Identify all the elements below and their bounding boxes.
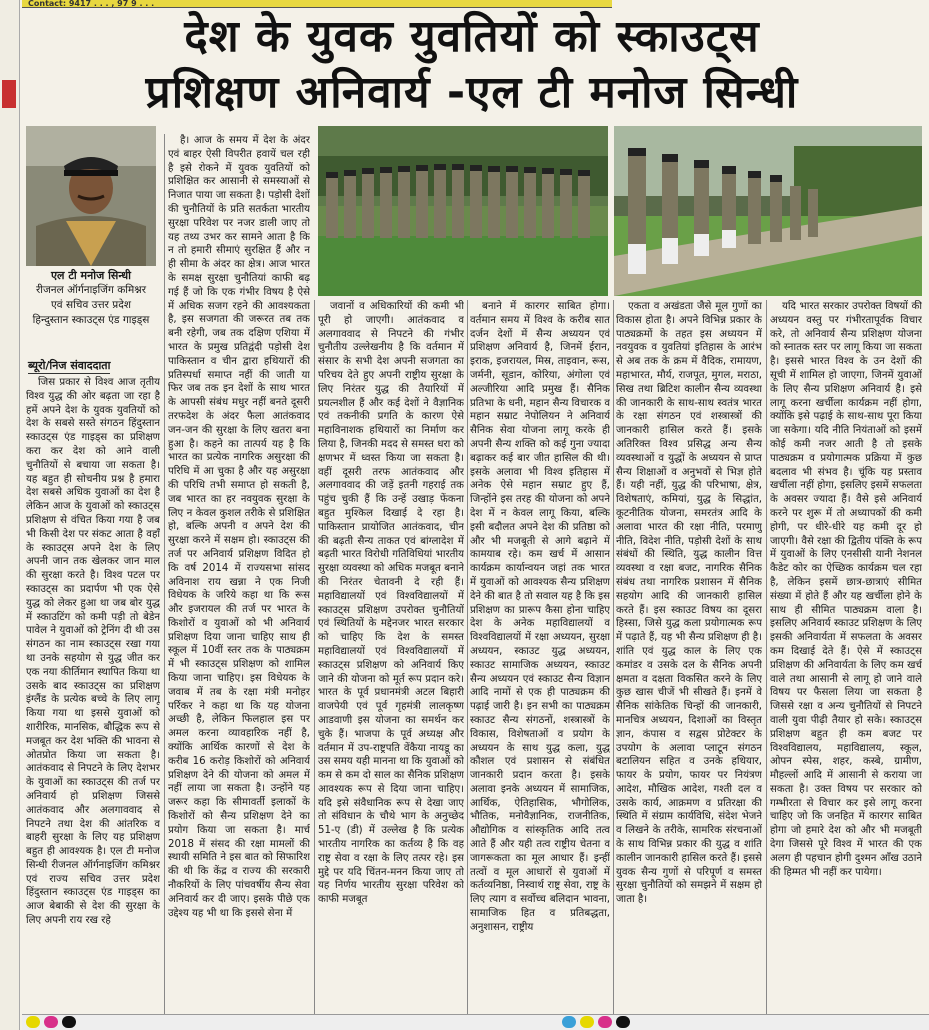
article-column-3 bbox=[318, 300, 464, 1012]
red-marker bbox=[2, 80, 16, 108]
article-column-1 bbox=[26, 376, 160, 1012]
column-2-text: है। आज के समय में देश के अंदर एवं बाहर ऐसी विपरीत हवायें चल रही है इसे रोकने में युवक युवतियों को प्रशिक्षित कर आसानी से समस्याओं से निजात पाया जा सकता है। पड़ोसी देशों की चुनौतियों के प्रति सतर्कता भारतीय सुरक्षा परिवेश पर नजर डाली जाए तो यह तथ्य उभर कर सामने आता है कि न तो हमारी सीमाएं सुरक्षित हैं और न ही सीमा के अंदर का क्षेत्र। आज भारत के समक्ष सुरक्षा चुनौतियां काफी बढ़ गई हैं जो कि एक गंभीर विषय है ऐसे में अधिक सजग रहने की आवश्यकता है, इस सजगता की जरूरत तब तक बनी रहेगी, जब तक दक्षिण एशिया में भारत के प्रमुख प्रतिद्वंदी पड़ोसी देश पाकिस्तान व चीन द्वारा हथियारों की प्रतिस्पर्धा समाप्त नहीं की जाती या फिर जब तक इन देशों के साथ भारत के आपसी संबंध मधुर नहीं बनते दूसरी तरफदेश के अंदर फैला आतंकवाद जन-जन की सुरक्षा के लिए खतरा बना हुआ है। कहने का तात्पर्य यह है कि भारत का प्रत्येक नागरिक असुरक्षा की परिधि में आ चुका है और यह असुरक्षा की परिधि तभी समाप्त हो सकती है, जब भारत का हर नवयुवक सुरक्षा के लिए न केवल कुशल तरीके से प्रशिक्षित हो, बल्कि अपनी व अपने देश की सुरक्षा करने में सक्षम हो। स्काउट्स की तर्ज पर अनिवार्य प्रशिक्षण विदित हो कि वर्ष 2014 में राज्यसभा सांसद अविनाश राय खन्ना ने एक निजी विधेयक के जरिये कहा था कि रूस और इजरायल की तर्ज पर भारत के किशोरों व युवाओं को भी अनिवार्य प्रशिक्षण दिया जाना चाहिए साथ ही स्कूल में 10वीं स्तर तक के पाठ्यक्रम में भी स्काउट्स प्रशिक्षण को शामिल किया जाना चाहिए। इस विधेयक के जवाब में तब के रक्षा मंत्री मनोहर पर्रिकर ने कहा था कि यह योजना अच्छी है, लेकिन फिलहाल इस पर अमल करना व्यावहारिक नहीं है, क्योंकि आर्थिक कारणों से देश के करीब 16 करोड़ किशोरों को अनिवार्य प्रशिक्षण देने की योजना को अमल में नहीं लाया जा सकता है। उन्होंने यह जरूर कहा कि सीमावर्ती इलाकों के किशोरों को सैन्य प्रशिक्षण देने का प्रयोग किया जा सकता है। मार्च 2018 में संसद की रक्षा मामलों की स्थायी समिति ने इस बात को सिफारिश की थी कि केंद्र व राज्य की सरकारी नौकरियों के लिए पांचवर्षीय सैन्य सेवा अनिवार्य कर दी जाए। इसके पीछे एक उद्देश्य यह भी था कि इससे सेना में bbox=[168, 135, 310, 919]
column-rule bbox=[613, 300, 614, 1014]
column-1-text: जिस प्रकार से विश्व आज तृतीय विश्व युद्ध की ओर बढ़ता जा रहा है हमें अपने देश के युवक युवतियों को देश के सबसे सस्ते संगठन हिंदुस्तान स्काउट्स एंड गाइड्स का प्रशिक्षण करा कर देश को आने वाली चुनौतियों से बचाया जा सकता है। यह बहुत ही सोचनीय प्रश्न है हमारा देश सबसे अधिक युवाओं का देश है लेकिन आज के युवाओं को स्काउट्स प्रशिक्षण से वंचित किया गया है जब भी किसी देश पर संकट आता है वहाँ के स्काउट्स अपने देश के लिए अपनी जान तक खेलकर जान माल की सुरक्षा करते है। विश्व पटल पर स्काउट्स का प्रदार्पण भी एक ऐसे युद्ध को लेकर हुआ था जब बोर युद्ध में स्काउटिंग को कमी पड़ी तो बेडेन पावेल ने युवाओं को ट्रेनिंग दी थी उस संगठन का नाम स्काउट्स रखा गया था उनके सहयोग से युद्ध जीत कर एक नया कीर्तिमान स्थापित किया था उसके बाद स्काउट्स का प्रशिक्षण इंग्लैंड के प्रत्येक बच्चे के लिए लागू किया गया था इससे युवाओं को शारीरिक, मानसिक, बौद्धिक रूप से मजबूत कर देश भक्ति की भावना से ओतप्रोत किया जा सकता है। आतंकवाद से निपटने के लिए देशभर के युवाओं का स्काउट्स की तर्ज पर अनिवार्य हो प्रशिक्षण जिससे आतंकवाद और अलगाववाद से निपटने तथा देश की आंतरिक व बाहरी सुरक्षा के लिए यह प्रशिक्षण बहुत ही आवश्यक है। एल टी मनोज सिन्धी रीजनल ऑर्गनाइजिंग कमिश्नर एवं राज्य सचिव उत्तर प्रदेश हिंदुस्तान स्काउट्स एंड गाइड्स का आज बेबाकी से देश की सुरक्षा के लिए अपनी राय रख रहे bbox=[26, 377, 160, 927]
top-contact-band bbox=[22, 0, 612, 8]
column-rule bbox=[314, 300, 315, 1014]
column-6-text: यदि भारत सरकार उपरोक्त विषयों की अध्ययन वस्तु पर गंभीरतापूर्वक विचार करे, तो अनिवार्य सैन्य प्रशिक्षण योजना को स्नातक स्तर पर लागू किया जा सकता है। इससे भारत विश्व के उन देशों की सूची में शामिल हो जाएगा, जिनमें युवाओं के लिए सैन्य प्रशिक्षण अनिवार्य है। इसे लागू करना खर्चीला कार्यक्रम नहीं होगा, क्योंकि इसे पढ़ाई के साथ-साथ पूरा किया जा सकेगा। यदि नीति नियंताओं को इसमें कोई कमी नजर आती है तो इसके पाठ्यक्रम व प्रयोगात्मक प्रक्रिया में कुछ बदलाव भी संभव है। चूंकि यह प्रस्ताव खर्चीला नहीं होगा, इसलिए इसमें सफलता के अवसर ज्यादा हैं। वैसे इसे अनिवार्य करने पर शुरू में तो अध्यापकों की कमी होगी, पर धीरे-धीरे यह कमी दूर हो जाएगी। वैसे रक्षा की द्वितीय पंक्ति के रूप में युवाओं के लिए एनसीसी यानी नेशनल कैडेट कोर का ऐच्छिक कार्यक्रम चल रहा है, लेकिन इसमें छात्र-छात्राएं सीमित संख्या में होते हैं और यह खर्चीला होने के साथ ही सीमित पाठ्यक्रम वाला है। इसलिए अनिवार्य स्काउट प्रशिक्षण के लिए इसकी अनिवार्यता में सफलता के अवसर कम दिखाई देते हैं। ऐसे में स्काउट्स प्रशिक्षण की अनिवार्यता के लिए कम खर्च वाले तथा आसानी से लागू हो जाने वाले विषय पर फैसला लिया जा सकता है जिससे रक्षा व अन्य चुनौतियों से निपटने वाली युवा पीढ़ी तैयार हो सके। स्काउट्स प्रशिक्षण बहुत ही कम बजट पर विश्वविद्यालय, महाविद्यालय, स्कूल, ओपन स्पेस, शहर, कस्बे, ग्रामीण, मौहल्लों आदि में आसानी से कराया जा सकता है। उक्त विषय पर सरकार को गम्भीरता से विचार कर इसे लागू करना चाहिए जो कि जनहित में कारगर साबित होगा जो हमारे देश को और भी मजबूती देगा जिससे पूरे विश्व में भारत की एक अलग ही पहचान होगी दुश्मन आँख उठाने की हिम्मत भी नहीं कर पायेगा। bbox=[770, 301, 922, 878]
column-rule bbox=[467, 300, 468, 1014]
article-column-4 bbox=[470, 300, 610, 1012]
column-rule bbox=[766, 300, 767, 1014]
column-5-text: एकता व अखंडता जैसे मूल गुणों का विकास होता है। अपने विभिन्न प्रकार के पाठ्यक्रमों के तहत इस अध्ययन में नवयुवक व युवतियां इतिहास के आरंभ से अब तक के क्रम में वैदिक, रामायण, महाभारत, मौर्य, राजपूत, मुगल, मराठा, सिख तथा ब्रिटिश कालीन सैन्य व्यवस्था की जानकारी के साथ-साथ स्वतंत्र भारत के रक्षा संगठन एवं शस्त्रास्त्रों की जानकारी हासिल करते हैं। इसके अतिरिक्त विश्व प्रसिद्ध अन्य सैन्य व्यवस्थाओं व युद्धों के अध्ययन से प्राप्त सैन्य शिक्षाओं व अनुभवों से भिज्ञ होते हैं। यही नहीं, युद्ध की परिभाषा, क्षेत्र, विशेषताएं, कमियां, युद्ध के सिद्धांत, कूटनीतिक योजना, समरतंत्र आदि के अलावा भारत की रक्षा नीति, परमाणु नीति, विदेश नीति, पड़ोसी देशों के साथ संबंधों की स्थिति, युद्ध कालीन वित्त व्यवस्था व रक्षा बजट, नागरिक सैनिक संबंध तथा नागरिक प्रशासन में सैनिक सहयोग आदि की जानकारी हासिल करते हैं। इस स्काउट विषय का दूसरा हिस्सा, जिसे युद्ध कला प्रयोगात्मक रूप में पढ़ाते हैं, यह भी सैन्य प्रशिक्षण ही है। शांति एवं युद्ध काल के लिए एक कमांडर व उसके दल के सैनिक अपनी क्षमता व दक्षता विकसित करने के लिए कुछ खास चीजें भी सीखते हैं। इनमें वे सैनिक सांकेतिक चिन्हों की जानकारी, मानचित्र अध्ययन, दिशाओं का विस्तृत ज्ञान, कंपास व सद्वस प्रोटेक्टर के उपयोग के अलावा प्लाटून संगठन बटालियन सहित व उनके हथियार, फायर के प्रयोग, फायर पर नियंत्रण आदेश, मौखिक आदेश, गश्ती दल व उसके कार्य, आक्रमण व प्रतिरक्षा की स्थिति में संग्राम कार्यविधि, संदेश भेजने व लिखने के तरीके, सामरिक संरचनाओं के साथ विभिन्न प्रकार की युद्ध व शांति कालीन जानकारी हासिल करते हैं। इससे युवक सैन्य गुणों से परिपूर्ण व समस्त सुरक्षा चुनौतियों को समझने में सक्षम हो जाता है। bbox=[616, 301, 762, 906]
caption-role-2: एवं सचिव उत्तर प्रदेश bbox=[51, 299, 131, 311]
portrait-caption bbox=[26, 268, 156, 328]
scouts-marching-photo bbox=[614, 126, 922, 296]
article-column-5 bbox=[616, 300, 762, 1012]
headline-line-2: प्रशिक्षण अनिवार्य -एल टी मनोज सिन्धी bbox=[145, 67, 799, 118]
registration-dot-magenta bbox=[598, 1016, 612, 1028]
column-3-text: जवानों व अधिकारियों की कमी भी पूरी हो जाएगी। आतंकवाद व अलगाववाद से निपटने की गंभीर चुनौतीय उल्लेखनीय है कि वर्तमान में संसार के सभी देश अपनी सजगता का परिचय देते हुए अपनी राष्ट्रीय सुरक्षा के लिए निरंतर युद्ध की तैयारियों में प्रयत्नशील हैं और कई देशों ने वैज्ञानिक एवं तकनीकी प्रगति के कारण ऐसे महाविनाशक हथियारों का निर्माण कर लिया है, जिनकी मदद से समस्त धरा को क्षणभर में ध्वस्त किया जा सकता है। वहीं दूसरी तरफ आतंकवाद और अलगाववाद की जड़ें इतनी गहराई तक पहुंच चुकी हैं कि उन्हें उखाड़ फेंकना बहुत मुश्किल दिखाई दे रहा है। पाकिस्तान प्रायोजित आतंकवाद, चीन की बढ़ती सैन्य ताकत एवं बांग्लादेश में बढ़ती भारत विरोधी गतिविधियां भारतीय सुरक्षा व्यवस्था को अधिक मजबूत बनाने की निरंतर चेतावनी दे रही हैं। महाविद्यालयों एवं विश्वविद्यालयों में स्काउट्स प्रशिक्षण उपरोक्त चुनौतियों एवं स्थितियों के मद्देनजर भारत सरकार को चाहिए कि देश के समस्त महाविद्यालयों एवं विश्वविद्यालयों में स्काउट्स प्रशिक्षण को अनिवार्य किए जाने की योजना को मूर्त रूप प्रदान करे। भारत के पूर्व प्रधानमंत्री अटल बिहारी वाजपेयी एवं पूर्व गृहमंत्री लालकृष्ण आडवाणी इस योजना का समर्थन कर चुके हैं। भाजपा के पूर्व अध्यक्ष और वर्तमान में उप-राष्ट्रपति वेंकैया नायडू का उस समय यही मानना था कि युवाओं को कम से कम दो साल का सैनिक प्रशिक्षण आवश्यक रूप से दिया जाना चाहिए। यदि इसे संवैधानिक रूप से देखा जाए तो संविधान के चौथे भाग के अनुच्छेद 51-ए (डी) में उल्लेख है कि प्रत्येक भारतीय नागरिक का कर्तव्य है कि वह राष्ट्र सेवा व रक्षा के लिए तत्पर रहे। इस मुद्दे पर यदि चिंतन-मनन किया जाए तो यह निर्णय भारतीय सुरक्षा परिवेश को काफी मजबूत bbox=[318, 301, 464, 906]
column-rule bbox=[164, 134, 165, 1014]
registration-dot-cyan bbox=[562, 1016, 576, 1028]
headline bbox=[22, 10, 922, 122]
registration-dot-black bbox=[616, 1016, 630, 1028]
article-column-2 bbox=[168, 134, 310, 1012]
caption-name: एल टी मनोज सिन्धी bbox=[50, 269, 132, 282]
scouts-lineup-photo bbox=[318, 126, 608, 296]
adjacent-page-strip bbox=[0, 0, 20, 1030]
portrait-photo bbox=[26, 126, 156, 266]
registration-dot-yellow bbox=[26, 1016, 40, 1028]
registration-dot-magenta bbox=[44, 1016, 58, 1028]
registration-dot-black bbox=[62, 1016, 76, 1028]
column-4-text: बनाने में कारगर साबित होगा। वर्तमान समय में विश्व के करीब सात दर्जन देशों में सैन्य अध्ययन एवं प्रशिक्षण अनिवार्य है, जिनमें ईरान, इराक, इजरायल, मिस्र, ताइवान, रूस, जर्मनी, सूडान, कोरिया, अंगोला एवं अल्जीरिया आदि प्रमुख हैं। सैनिक प्रतिभा के धनी, महान सैन्य विचारक व महान सम्राट नेपोलियन ने अनिवार्य सैनिक सेवा योजना लागू करके ही अपनी सैन्य शक्ति को कई गुना ज्यादा बढ़ाकर कई बार जीत हासिल की थी। इसके अलावा भी विश्व इतिहास में अनेक ऐसे महान सम्राट हुए हैं, जिन्होंने इस तरह की योजना को अपने देश में न केवल लागू किया, बल्कि इसी बदौलत अपने देश की प्रतिष्ठा को और भी मजबूती से आगे बढ़ाने में कामयाब रहे। कम खर्च में आसान कार्यक्रम कार्यान्वयन जहां तक भारत में युवाओं को आवश्यक सैन्य प्रशिक्षण देने की बात है तो सवाल यह है कि इस प्रशिक्षण का प्रारूप कैसा होना चाहिए देश के अनेक महाविद्यालयों व विश्वविद्यालयों में रक्षा अध्ययन, सुरक्षा अध्ययन, स्काउट युद्ध अध्ययन, स्काउट सामाजिक अध्ययन, स्काउट सैन्य अध्ययन एवं स्काउट सैन्य विज्ञान आदि नामों से एक ही पाठ्यक्रम की पढ़ाई जारी है। इन सभी का पाठ्यक्रम स्काउट सैन्य संगठनों, शस्त्रास्त्रों के विकास, विशेषताओं व प्रयोग के अध्ययन के साथ युद्ध कला, युद्ध कौशल एवं प्रशासन से संबंधित जानकारी प्रदान करता है। इसके अलावा इनके अध्ययन में सामाजिक, आर्थिक, ऐतिहासिक, भौगोलिक, भौतिक, मनोवैज्ञानिक, राजनीतिक, औद्योगिक व सांस्कृतिक आदि तत्व आते हैं और यही तत्व राष्ट्रीय चेतना व जागरूकता का मूल आधार हैं। इन्हीं तत्वों व मूल आधारों से युवाओं में कर्तव्यनिष्ठा, निस्वार्थ राष्ट्र सेवा, राष्ट्र के लिए त्याग व सर्वोच्च बलिदान भावना, सामाजिक हित व प्रतिबद्धता, अनुशासन, राष्ट्रीय bbox=[470, 301, 610, 933]
headline-line-1: देश के युवक युवतियों को स्काउट्स bbox=[184, 11, 760, 62]
contact-text: Contact: 9417 . . . , 97 9 . . . bbox=[28, 0, 155, 8]
article-column-6 bbox=[770, 300, 922, 1012]
registration-dot-yellow bbox=[580, 1016, 594, 1028]
caption-role-3: हिन्दुस्तान स्काउट्स एंड गाइड्स bbox=[32, 314, 150, 326]
caption-role-1: रीजनल ऑर्गनाइजिंग कमिश्नर bbox=[36, 284, 146, 296]
print-registration-strip bbox=[22, 1014, 929, 1030]
byline: ब्यूरो/निज संवाददाता bbox=[28, 359, 111, 372]
